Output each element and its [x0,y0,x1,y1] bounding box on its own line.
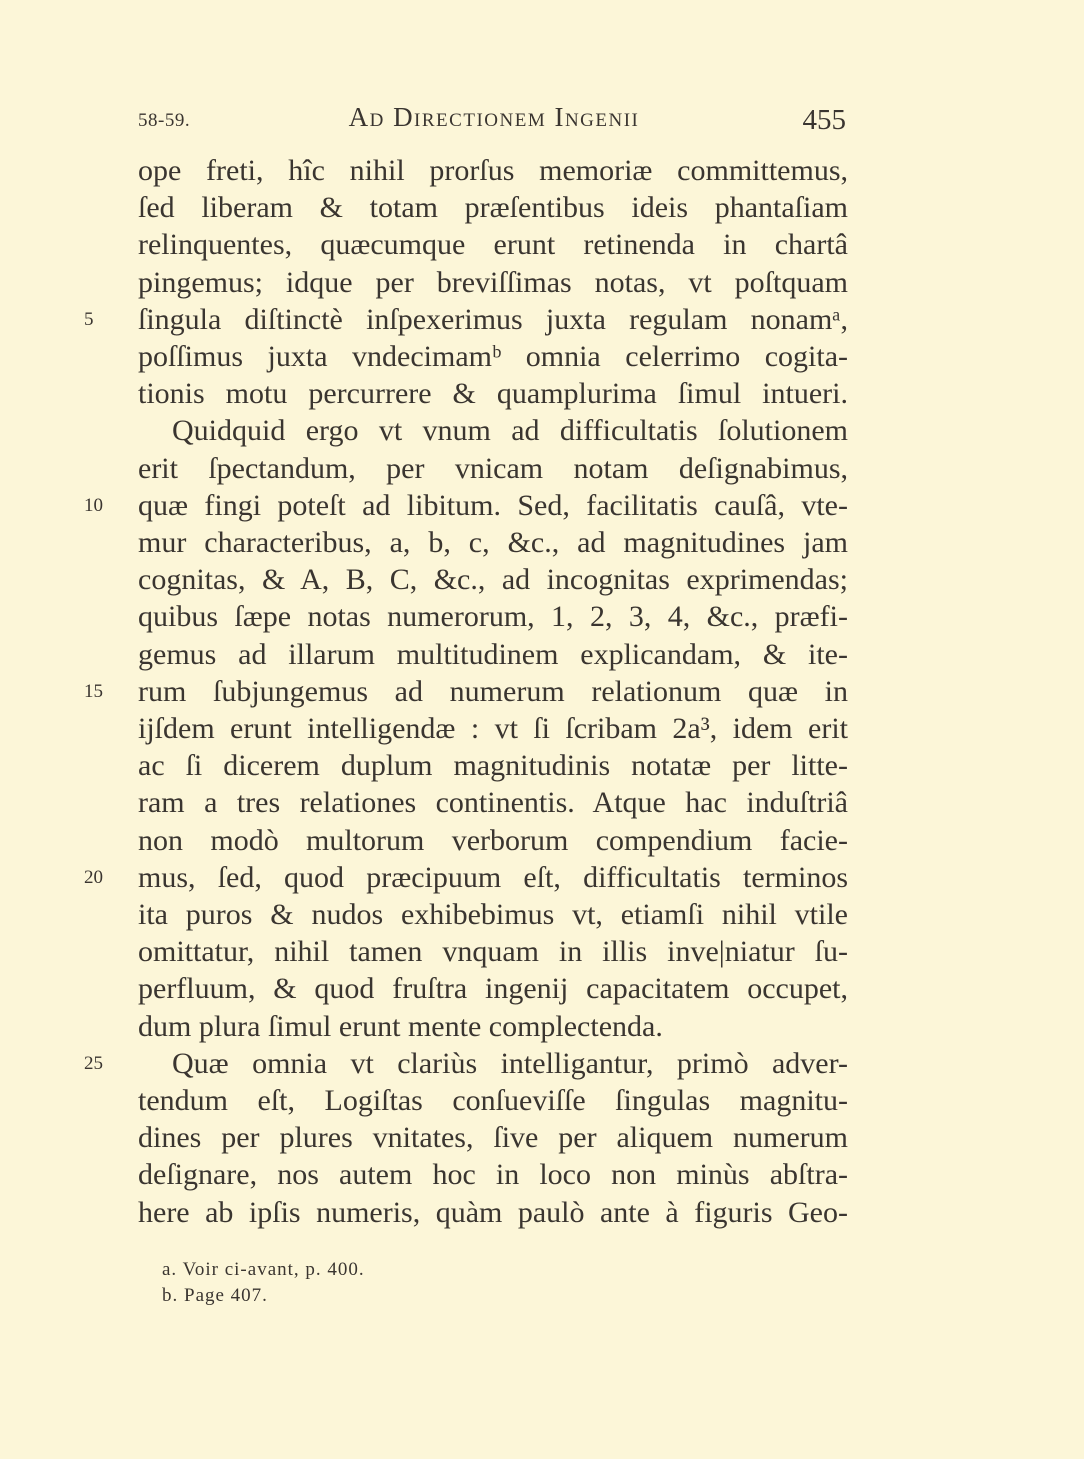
text-line: pingemus; idque per breviſſimas notas, vt poſtquam [138,265,848,299]
page-number: 455 [802,104,846,136]
text-line: quibus ſæpe notas numerorum, 1, 2, 3, 4, &c., præfi- [138,600,848,634]
running-header [138,102,850,142]
margin-line-number: 10 [84,494,103,516]
text-line: ope freti, hîc nihil prorſus memoriæ committemus, [138,154,848,187]
footnote: b. Page 407. [162,1285,268,1306]
text-line: ijſdem erunt intelligendæ : vt ſi ſcribam 2a³, idem erit [138,712,848,745]
text-line: Quæ omnia vt clariùs intelligantur, primò adver- [172,1046,848,1080]
text-line: mur characteribus, a, b, c, &c., ad magnitudines jam [138,526,848,559]
text-line: ſingula diſtinctè inſpexerimus juxta regulam nonamᵃ, [138,302,848,336]
margin-line-number: 20 [84,866,103,888]
text-line: ſed liberam & totam præſentibus ideis phantaſiam [138,191,848,225]
footnote: a. Voir ci-avant, p. 400. [162,1259,365,1280]
text-line: here ab ipſis numeris, quàm paulò ante à figuris Geo- [138,1195,848,1229]
margin-line-number: 15 [84,680,103,702]
text-line: Quidquid ergo vt vnum ad difficultatis ſolutionem [172,414,848,448]
text-line: tendum eſt, Logiſtas conſueviſſe ſingulas magnitu- [138,1084,848,1117]
text-line: dines per plures vnitates, ſive per aliquem numerum [138,1121,848,1155]
text-line: rum ſubjungemus ad numerum relationum quæ in [138,674,848,708]
header-page-range: 58-59. [138,110,191,131]
text-line: erit ſpectandum, per vnicam notam deſignabimus, [138,451,848,485]
text-line: perfluum, & quod fruſtra ingenij capacitatem occupet, [138,972,848,1006]
text-line: dum plura ſimul erunt mente complectenda. [138,1009,663,1043]
text-line: ram a tres relationes continentis. Atque hac induſtriâ [138,786,848,820]
margin-line-number: 5 [84,308,94,330]
text-line: quæ fingi poteſt ad libitum. Sed, facilitatis cauſâ, vte- [138,488,848,522]
header-title: Ad Directionem Ingenii [348,102,640,132]
margin-line-number: 25 [84,1052,103,1074]
text-line: omittatur, nihil tamen vnquam in illis inve|niatur ſu- [138,935,848,969]
text-line: ita puros & nudos exhibebimus vt, etiamſi nihil vtile [138,898,848,931]
text-line: non modò multorum verborum compendium facie- [138,823,848,857]
text-line: relinquentes, quæcumque erunt retinenda in chartâ [138,228,848,262]
text-line: mus, ſed, quod præcipuum eſt, difficultatis terminos [138,860,848,894]
text-line: cognitas, & A, B, C, &c., ad incognitas exprimendas; [138,563,848,597]
text-line: deſignare, nos autem hoc in loco non minùs abſtra- [138,1158,848,1192]
text-line: ac ſi dicerem duplum magnitudinis notatæ per litte- [138,749,848,783]
text-line: gemus ad illarum multitudinem explicandam, & ite- [138,637,848,671]
text-line: tionis motu percurrere & quamplurima ſimul intueri. [138,377,848,411]
text-line: poſſimus juxta vndecimamᵇ omnia celerrimo cogita- [138,340,848,373]
